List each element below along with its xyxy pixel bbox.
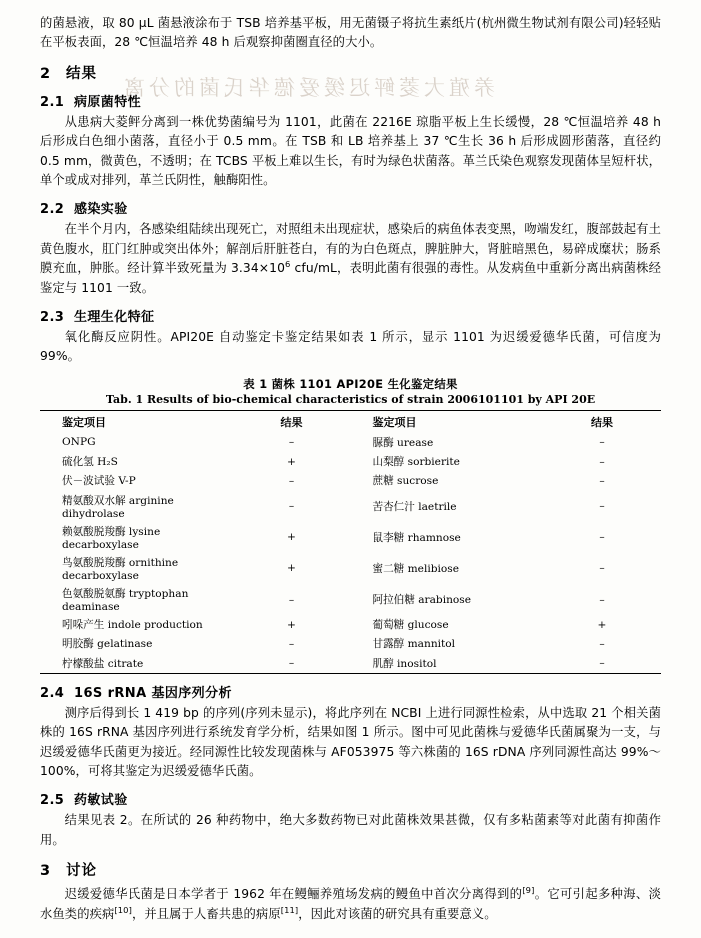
table-cell-result: + — [597, 618, 607, 631]
table-row — [40, 615, 661, 634]
table-1-caption-en: Tab. 1 Results of bio-chemical characteristics of strain 2006101101 by API 20E — [105, 392, 596, 406]
table-cell-item: 色氨酸脱氨酶 tryptophan deaminase — [62, 588, 189, 614]
table-cell-item: 阿拉伯糖 arabinose — [372, 594, 471, 607]
table-cell-result: – — [599, 436, 605, 449]
section-title: 讨论 — [66, 863, 97, 880]
table-cell-result: – — [599, 500, 605, 513]
column-header-item-1: 鉴定项目 — [62, 415, 106, 429]
table-cell-item: 甘露醇 mannitol — [372, 638, 456, 651]
subsection-title: 16S rRNA 基因序列分析 — [74, 685, 232, 701]
subsection-number: 2.1 — [40, 94, 65, 110]
subsection-number: 2.5 — [40, 793, 65, 809]
paragraph-2-3: 氧化酶反应阴性。API20E 自动鉴定卡鉴定结果如表 1 所示，显示 1101 为迟缓爱德华氏菌，可信度为 99%。 — [40, 330, 661, 364]
table-cell-item: 鸟氨酸脱羧酶 ornithine decarboxylase — [62, 556, 179, 582]
table-row — [40, 553, 661, 584]
subsection-heading-2-5 — [40, 789, 661, 808]
table-cell-item: 葡萄糖 glucose — [372, 619, 449, 632]
column-header-result-2: 结果 — [590, 415, 613, 429]
table-cell-item: 苦杏仁汁 laetrile — [372, 500, 457, 513]
table-cell-item: ONPG — [62, 436, 96, 449]
table-cell-item: 吲哚产生 indole production — [62, 619, 203, 632]
table-row — [40, 433, 661, 452]
subsection-title: 药敏试验 — [74, 793, 128, 809]
table-cell-result: – — [599, 593, 605, 606]
table-1-caption-cn: 表 1 菌株 1101 API20E 生化鉴定结果 — [243, 376, 458, 391]
table-cell-item: 鼠李糖 rhamnose — [372, 531, 461, 544]
table-cell-result: – — [288, 436, 295, 449]
subsection-title: 病原菌特性 — [74, 94, 142, 110]
table-cell-item: 柠檬酸盐 citrate — [62, 657, 144, 670]
subsection-number: 2.2 — [40, 202, 65, 218]
table-row — [40, 522, 661, 553]
table-1-block — [40, 376, 661, 674]
table-cell-result: – — [599, 562, 605, 575]
table-header-row — [40, 410, 661, 433]
table-cell-result: – — [288, 500, 295, 513]
table-row — [40, 490, 661, 521]
subsection-title: 生理生化特征 — [74, 310, 155, 326]
section-number: 3 — [40, 863, 52, 880]
table-row — [40, 584, 661, 615]
ghost-reverse-title: 养殖大菱鲆迟缓爱德华氏菌的分离 — [120, 76, 495, 100]
table-cell-item: 肌醇 inositol — [372, 657, 437, 670]
table-cell-item: 明胶酶 gelatinase — [62, 638, 153, 651]
section-number: 2 — [40, 65, 52, 82]
subsection-number: 2.4 — [40, 685, 65, 701]
table-row — [40, 634, 661, 653]
table-cell-result: – — [288, 474, 295, 487]
section-heading-discussion — [40, 859, 661, 880]
table-cell-result: – — [599, 474, 605, 487]
table-1 — [40, 410, 661, 674]
table-cell-result: – — [288, 637, 295, 650]
table-cell-item: 伏－波试验 V-P — [62, 475, 136, 488]
paragraph-2-5: 结果见表 2。在所试的 26 种药物中，绝大多数药物已对此菌株效果甚微，仅有多粘菌素等对此菌有抑菌作用。 — [40, 813, 661, 847]
table-cell-item: 蔗糖 sucrose — [372, 475, 439, 488]
subsection-heading-2-2 — [40, 198, 661, 217]
table-cell-item: 硫化氢 H₂S — [62, 456, 118, 469]
subsection-heading-2-4 — [40, 682, 661, 701]
table-cell-item: 脲酶 urease — [372, 436, 434, 449]
paragraph-2-2: 在半个月内，各感染组陆续出现死亡，对照组未出现症状，感染后的病鱼体表变黑，吻端发红，腹部鼓起有土黄色腹水，肛门红肿或突出体外；解剖后肝脏苍白，有的为白色斑点，脾脏肿大，肾脏暗黑色，易碎成糜状；肠系膜充血，肿胀。经计算半致死量为 $3.34\times 10^6$ cfu/mL，表明此菌有很强的毒性。从发病鱼中重新分离出病菌株经鉴定与 1101 一致。 — [40, 222, 661, 295]
table-row — [40, 654, 661, 674]
paragraph-2-4: 测序后得到长 1 419 bp 的序列(序列未显示)，将此序列在 NCBI 上进行同源性检索，从中选取 21 个相关菌株的 16S rRNA 基因序列进行系统发育学分析，结果如图 1 所示。图中可见此菌株与爱德华氏菌属聚为一支，与迟缓爱德华氏菌更为接近。经同源性比较发现菌株与 AF053975 等六株菌的 16S rDNA 序列同源性高达 99%～100%，可将其鉴定为迟缓爱德华氏菌。 — [40, 705, 661, 778]
table-row — [40, 452, 661, 471]
table-cell-item: 赖氨酸脱羧酶 lysine decarboxylase — [62, 525, 161, 551]
table-cell-result: – — [599, 657, 605, 670]
table-cell-result: + — [287, 618, 296, 631]
table-cell-item: 山梨醇 sorbierite — [372, 456, 460, 469]
paragraph-2-1: 从患病大菱鲆分离到一株优势菌编号为 1101，此菌在 2216E 琼脂平板上生长缓慢，28 ℃恒温培养 48 h 后形成白色细小菌落，直径小于 0.5 mm。在 TSB 和 LB 培养基上 37 ℃生长 36 h 后形成圆形菌落，直径约 0.5 mm，微黄色，不透明；在 TCBS 平板上难以生长，有时为绿色状菌落。革兰氏染色观察发现菌体呈短杆状，单个或成对排列，革兰氏阴性，触酶阳性。 — [40, 114, 661, 188]
table-cell-result: – — [599, 531, 605, 544]
table-cell-result: + — [287, 455, 296, 468]
table-cell-result: – — [599, 455, 605, 468]
column-header-item-2: 鉴定项目 — [372, 415, 417, 429]
table-cell-result: – — [599, 637, 605, 650]
section-title: 结果 — [66, 65, 97, 82]
subsection-number: 2.3 — [40, 310, 65, 326]
table-1-body — [40, 433, 661, 673]
column-header-result-1: 结果 — [280, 415, 303, 429]
table-row — [40, 471, 661, 490]
continued-paragraph: 的菌悬液，取 80 μL 菌悬液涂布于 TSB 培养基平板，用无菌镊子将抗生素纸片(杭州微生物试剂有限公司)轻轻贴在平板表面，28 ℃恒温培养 48 h 后观察抑菌圈直径的大小。 — [40, 16, 661, 50]
subsection-heading-2-3 — [40, 306, 661, 325]
paragraph-3-1: 迟缓爱德华氏菌是日本学者于 1962 年在鳗鲡养殖场发病的鳗鱼中首次分离得到的[9]。它可引起多种海、淡水鱼类的疾病[10]，并且属于人畜共患的病原[11]，因此对该菌的研究具有重要意义。 — [40, 885, 661, 921]
subsection-title: 感染实验 — [74, 202, 128, 218]
table-cell-result: – — [288, 593, 295, 606]
table-cell-result: + — [287, 562, 296, 575]
table-cell-result: – — [288, 657, 295, 670]
table-cell-item: 精氨酸双水解 arginine dihydrolase — [62, 494, 174, 520]
table-cell-item: 蜜二糖 melibiose — [372, 562, 459, 575]
table-cell-result: + — [287, 531, 296, 544]
